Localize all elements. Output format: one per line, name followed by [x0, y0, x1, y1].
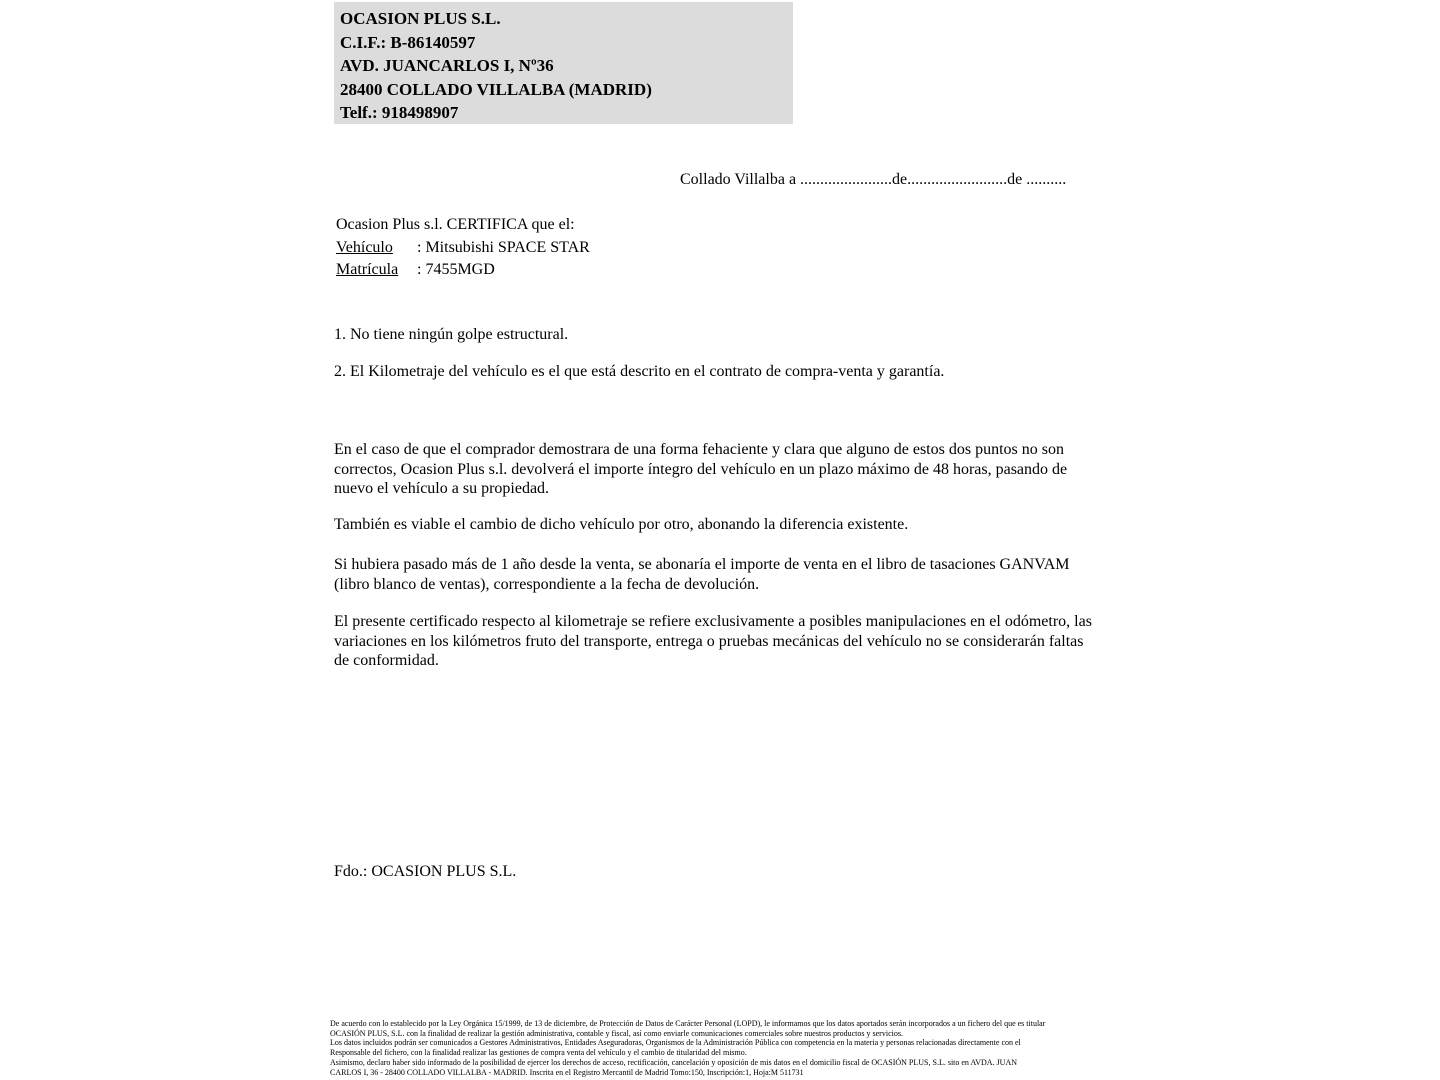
company-city: 28400 COLLADO VILLALBA (MADRID): [340, 79, 652, 99]
vehicle-row: [336, 239, 590, 257]
legal-line: De acuerdo con lo establecido por la Ley Orgánica 15/1999, de 13 de diciembre, de Protección de Datos de Carácter Personal (LOPD), le informamos que los datos aportados serán incorporados a un fichero del que es titular: [330, 1019, 1046, 1028]
company-phone: Telf.: 918498907: [340, 103, 459, 122]
paragraph-exchange: También es viable el cambio de dicho vehículo por otro, abonando la diferencia existente.: [334, 516, 909, 533]
company-cif: C.I.F.: B-86140597: [340, 32, 476, 52]
paragraph-odometer: El presente certificado respecto al kilometraje se refiere exclusivamente a posibles manipulaciones en el odómetro, las variaciones en los kilómetros fruto del transporte, entrega o pruebas mecánicas del vehículo no se considerarán faltas de conformidad.: [334, 613, 1092, 670]
date-line: Collado Villalba a .......................de.........................de ..........: [680, 171, 1067, 188]
company-address: AVD. JUANCARLOS I, Nº36: [340, 56, 554, 75]
certification-block: [336, 216, 590, 283]
plate-value: : 7455MGD: [417, 261, 495, 278]
vehicle-label: Vehículo: [336, 239, 393, 256]
paragraph-ganvam: Si hubiera pasado más de 1 año desde la venta, se abonaría el importe de venta en el libro de tasaciones GANVAM (libro blanco de ventas), correspondiente a la fecha de devolución.: [334, 556, 1070, 593]
plate-row: [336, 261, 590, 279]
company-name: OCASION PLUS S.L.: [340, 9, 501, 28]
legal-line: Responsable del fichero, con la finalidad realizar las gestiones de compra venta del vehículo y el cambio de titularidad del mismo.: [330, 1048, 747, 1058]
certification-intro: Ocasion Plus s.l. CERTIFICA que el:: [336, 216, 575, 233]
legal-line: Los datos incluidos podrán ser comunicados a Gestores Administrativos, Entidades Aseguradoras, Organismos de la Administración Pública con competencia en la materia y personas relacionadas directamente con el: [330, 1038, 1021, 1048]
legal-line: Asimismo, declaro haber sido informado de la posibilidad de ejercer los derechos de acceso, rectificación, cancelación y oposición de mis datos en el domicilio fiscal de OCASIÓN PLUS, S.L. sito en AVDA. JUAN: [330, 1057, 1018, 1067]
legal-line: CARLOS I, 36 - 28400 COLLADO VILLALBA - MADRID. Inscrita en el Registro Mercantil de Madrid Tomo:150, Inscripción:1, Hoja:M 511731: [330, 1067, 804, 1077]
company-header-box: [334, 2, 793, 124]
legal-line: OCASIÓN PLUS, S.L. con la finalidad de realizar la gestión administrativa, contable y fiscal, así como enviarle comunicaciones comerciales sobre nuestros productos y servicios.: [330, 1028, 903, 1038]
vehicle-value: : Mitsubishi SPACE STAR: [417, 239, 590, 256]
point-1: 1. No tiene ningún golpe estructural.: [334, 326, 569, 343]
paragraph-refund: En el caso de que el comprador demostrara de una forma fehaciente y clara que alguno de estos dos puntos no son correctos, Ocasion Plus s.l. devolverá el importe íntegro del vehículo en un plazo máximo de 48 horas, pasando de nuevo el vehículo a su propiedad.: [334, 441, 1068, 498]
point-2: 2. El Kilometraje del vehículo es el que está descrito en el contrato de compra-venta y garantía.: [334, 363, 945, 380]
plate-label: Matrícula: [336, 261, 399, 278]
signature-line: Fdo.: OCASION PLUS S.L.: [334, 863, 517, 880]
legal-footer: [330, 1019, 1112, 1077]
